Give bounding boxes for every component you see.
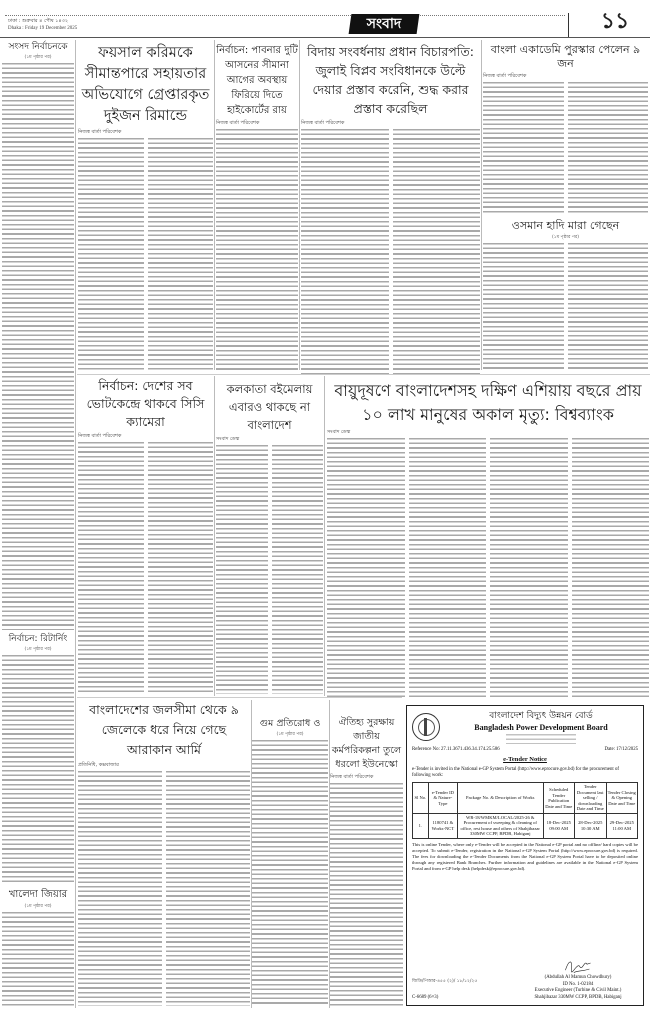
byline: সংবাদ ডেস্ক xyxy=(327,429,351,435)
byline: নিজস্ব বার্তা পরিবেশক xyxy=(330,774,374,780)
tender-date: Date: 17/12/2025 xyxy=(604,747,638,752)
tender-header xyxy=(412,710,638,744)
tender-bottom xyxy=(412,875,638,1001)
article-columns xyxy=(78,442,213,694)
table-cell: 1. xyxy=(413,813,429,838)
article-body xyxy=(148,138,214,371)
article-body xyxy=(483,82,564,216)
article-osman-hadi xyxy=(483,219,648,371)
signer-office: Shahjibazar 330MW CCPP, BPDB, Habiganj xyxy=(534,994,622,1000)
table-cell: 28-Dec-2025 10:30 AM xyxy=(575,813,607,838)
article-columns xyxy=(252,740,328,1006)
signer-name: (Abdullah Al Mamun Chowdhury) xyxy=(544,975,612,981)
byline: নিজস্ব বার্তা পরিবেশক xyxy=(301,120,345,126)
article-body xyxy=(2,63,74,630)
headline-bangla-academy: বাংলা একাডেমি পুরস্কার পেলেন ৯ জন xyxy=(490,43,641,70)
byline: নিজস্ব বার্তা পরিবেশক xyxy=(78,433,122,439)
byline: প্রতিনিধি, কক্সবাজার xyxy=(78,762,119,768)
article-columns xyxy=(78,771,250,1006)
date-en: Dhaka : Friday 19 December 2025 xyxy=(8,26,78,31)
headline-returning: নির্বাচন: রিটার্নিং xyxy=(8,634,68,644)
article-pabna xyxy=(216,43,298,373)
signer-id: ID No. 1-02184 xyxy=(562,981,594,987)
article-sangsad xyxy=(2,42,74,630)
article-columns xyxy=(483,243,648,371)
article-body xyxy=(148,442,214,694)
bpdb-seal-icon xyxy=(412,713,440,741)
column-divider xyxy=(214,40,215,370)
table-header: Scheduled Tender Publication Date and Time xyxy=(543,783,575,814)
article-columns xyxy=(2,63,74,630)
article-columns xyxy=(2,912,74,1008)
article-body xyxy=(572,438,650,699)
byline: নিজস্ব বার্তা পরিবেশক xyxy=(78,129,122,135)
table-header: Tender Document last selling / downloading Date and Time xyxy=(575,783,607,814)
tender-title: e-Tender Notice xyxy=(503,756,547,763)
article-body xyxy=(490,438,568,699)
article-chief-justice xyxy=(301,42,480,375)
headline-unesco: ঐতিহ্য সুরক্ষায় জাতীয় কর্মপরিকল্পনা তুলে ধরলো ইউনেস্কো xyxy=(331,717,402,770)
article-body xyxy=(2,655,74,885)
article-columns xyxy=(216,445,323,694)
article-unesco xyxy=(330,716,403,1006)
article-body xyxy=(216,129,298,373)
article-body xyxy=(166,771,250,1006)
headline-chief-justice: বিদায় সংবর্ধনায় প্রধান বিচারপতি: জুলাই বিপ্লব সংবিধানকে উল্টে দেয়ার প্রস্তাব করেনি, শুদ্ধ করার প্রস্তাব করেছিল xyxy=(307,44,474,116)
tender-notice xyxy=(406,705,644,1006)
article-body xyxy=(2,912,74,1008)
table-cell: 1180741 & Works-NCT xyxy=(428,813,457,838)
section-rule xyxy=(77,697,402,698)
article-body xyxy=(78,138,144,371)
headline-osman-hadi: ওসমান হাদি মারা গেছেন xyxy=(511,219,620,232)
article-body xyxy=(327,438,405,699)
continued-label: (১ম পৃষ্ঠার পর) xyxy=(24,647,52,653)
reference-number: Reference No: 27.11.3671.436.34.174.25.586 xyxy=(412,747,500,752)
dotted-rule xyxy=(5,15,565,16)
article-body xyxy=(409,438,487,699)
masthead xyxy=(0,0,650,38)
tender-table xyxy=(412,782,638,839)
org-name-bn: বাংলাদেশ বিদ্যুৎ উন্নয়ন বোর্ড xyxy=(489,711,593,721)
continued-label: (১ম পৃষ্ঠার পর) xyxy=(24,55,52,61)
column-divider xyxy=(299,40,300,370)
page-number: ১১ xyxy=(600,9,630,34)
table-row xyxy=(413,813,638,838)
article-body xyxy=(330,783,403,1006)
article-bangla-academy xyxy=(483,43,648,215)
article-body xyxy=(568,82,649,216)
article-air-pollution xyxy=(327,379,649,699)
article-columns xyxy=(330,783,403,1006)
column-divider xyxy=(75,40,76,1008)
headline-arakan-army: বাংলাদেশের জলসীমা থেকে ৯ জেলেকে ধরে নিয়ে গেছে আরাকান আর্মি xyxy=(89,702,239,757)
headline-kolkata-bookfair: কলকাতা বইমেলায় এবারও থাকছে না বাংলাদেশ xyxy=(226,382,313,432)
article-arakan-army xyxy=(78,700,250,1006)
date-bn: ঢাকা : শুক্রবার ৪ পৌষ ১৪৩২ xyxy=(8,18,69,24)
article-cc-camera xyxy=(78,377,213,694)
continued-label: (১ম পৃষ্ঠার পর) xyxy=(24,903,52,909)
table-cell: 29-Dec-2025 11:00 AM xyxy=(606,813,638,838)
article-columns xyxy=(327,438,649,699)
continued-label: (১ম পৃষ্ঠার পর) xyxy=(551,234,580,240)
memo-number: জিডি/পিআর-৪৫৫ (২)/ ১৮/১২/২৫ xyxy=(412,979,478,984)
org-block xyxy=(444,710,638,744)
article-columns xyxy=(216,129,298,373)
column-divider xyxy=(214,376,215,696)
headline-sangsad: সংসদ নির্বাচনকে xyxy=(8,42,68,52)
table-cell: 18-Dec-2025 09:00 AM xyxy=(543,813,575,838)
ref-row xyxy=(412,747,638,753)
logo-text: সংবাদ xyxy=(366,16,402,32)
byline: সংবাদ ডেস্ক xyxy=(216,436,240,442)
table-header: Sl No. xyxy=(413,783,429,814)
article-columns xyxy=(2,655,74,885)
article-body xyxy=(393,129,481,375)
column-divider xyxy=(324,376,325,696)
table-cell: WR-18/WMKM/LOCAL/2025-26 & Procurement of sweeping & cleaning of office, rest house and others of Shahjibazar 330MW CCPP, BPDB, Habiganj xyxy=(458,813,544,838)
article-body xyxy=(301,129,389,375)
org-name-en: Bangladesh Power Development Board xyxy=(474,723,608,732)
headline-enforced-disappearance: গুম প্রতিরোধ ও xyxy=(259,718,321,729)
article-body xyxy=(78,771,162,1006)
signer-block xyxy=(518,957,638,1001)
article-body xyxy=(216,445,268,694)
continued-label: (১ম পৃষ্ঠার পর) xyxy=(276,731,304,737)
article-khaleda xyxy=(2,889,74,1007)
tender-intro: e-Tender is invited in the National e-GP System Portal (http://www.eprocure.gov.bd) for the procurement of following work: xyxy=(412,767,619,779)
header-rule xyxy=(0,37,650,38)
headline-faisal: ফয়সাল করিমকে সীমান্তপারে সহায়তার অভিযোগে গ্রেপ্তারকৃত দুইজন রিমান্ডে xyxy=(81,45,210,124)
byline: নিজস্ব বার্তা পরিবেশক xyxy=(483,72,527,79)
column-divider xyxy=(481,40,482,370)
article-faisal xyxy=(78,43,213,371)
office-address xyxy=(506,734,576,744)
headline-cc-camera: নির্বাচন: দেশের সব ভোটকেন্দ্রে থাকবে সিসি ক্যামেরা xyxy=(86,378,205,429)
article-body xyxy=(78,442,144,694)
table-header: e-Tender ID & Nature-Type xyxy=(428,783,457,814)
ad-code: C-6689 (6×3) xyxy=(412,995,439,1000)
article-columns xyxy=(301,129,480,375)
article-columns xyxy=(78,138,213,371)
article-body xyxy=(483,243,564,371)
headline-pabna: নির্বাচন: পাবনার দুটি আসনের সীমানা আগের অবস্থায় ফিরিয়ে দিতে হাইকোর্টের রায় xyxy=(216,45,298,116)
memo-block xyxy=(412,979,477,1001)
byline: নিজস্ব বার্তা পরিবেশক xyxy=(216,120,260,126)
table-header-row xyxy=(413,783,638,814)
article-columns xyxy=(483,82,648,216)
header-divider xyxy=(568,13,569,37)
section-rule xyxy=(77,374,650,375)
article-enforced-disappearance xyxy=(252,718,328,1006)
article-kolkata-bookfair xyxy=(216,380,323,694)
headline-air-pollution: বায়ুদূষণে বাংলাদেশসহ দক্ষিণ এশিয়ায় বছরে প্রায় ১০ লাখ মানুষের অকাল মৃত্যু: বিশ্বব্যাংক xyxy=(334,381,642,424)
signer-title: Executive Engineer (Turbine & Civil Maint.) xyxy=(534,988,622,994)
article-returning xyxy=(2,634,74,885)
headline-khaleda: খালেদা জিয়ার xyxy=(8,889,68,900)
article-body xyxy=(252,740,328,1006)
table-header: Tender Closing & Opening Date and Time xyxy=(606,783,638,814)
article-body xyxy=(272,445,324,694)
tender-footer: This is online Tender, where only e-Tender will be accepted in the National e-GP portal and no offline/ hard copies will be accepted. To submit e-Tender, registration in the National e-GP System Portal (http://www.eprocure.gov.bd) is required. The fees for downloading the e-Tender Documents from the National e-GP System Portal have to be deposited online through any registered Bank Branches. Further information and guidelines are available in the National e-GP System Portal and from e-GP help desk (helpdesk@eprocure.gov.bd). xyxy=(412,841,638,871)
signature-icon xyxy=(556,957,600,975)
table-header: Package No. & Description of Works xyxy=(458,783,544,814)
article-body xyxy=(568,243,649,371)
